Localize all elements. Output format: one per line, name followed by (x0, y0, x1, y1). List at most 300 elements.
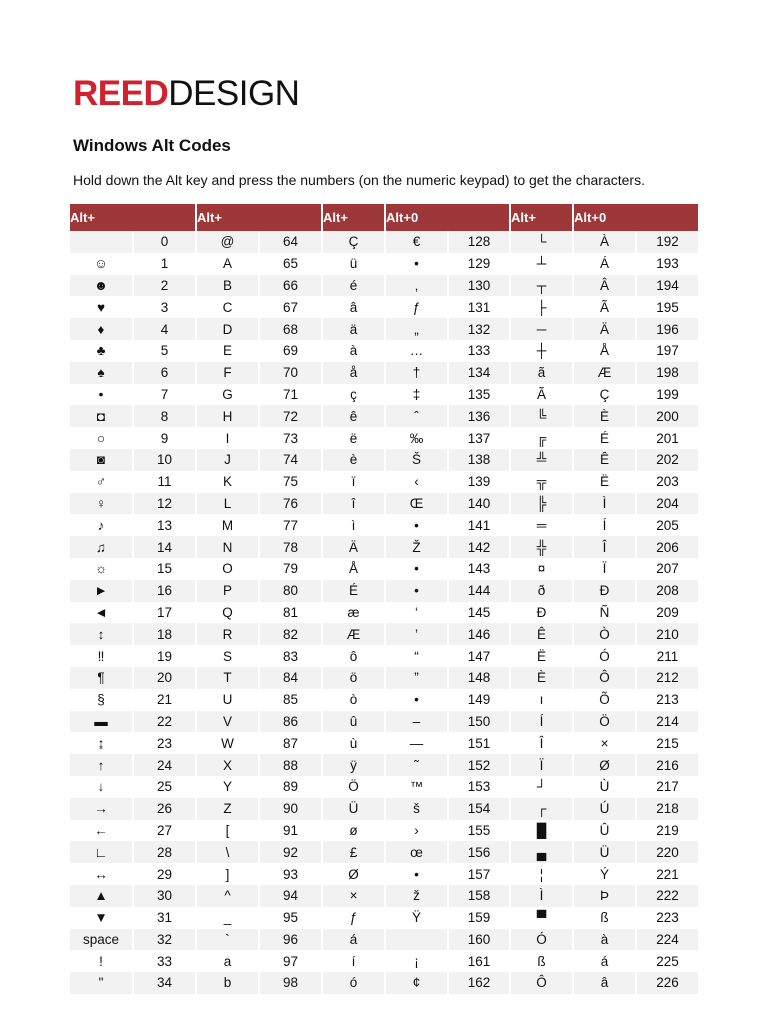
table-row (70, 689, 698, 711)
table-row (70, 362, 698, 384)
char-alt0-cell: œ (385, 841, 448, 863)
code-ascii-cell: 80 (259, 580, 322, 602)
code-ext-cell: 136 (448, 405, 510, 427)
char-alt0-cell: ‚ (385, 275, 448, 297)
code-ascii-cell: 97 (259, 950, 322, 972)
code-low-cell: 25 (133, 776, 196, 798)
code-low-cell: 27 (133, 820, 196, 842)
char-box-cell: ┴ (510, 253, 573, 275)
char-ext-cell: Æ (322, 623, 385, 645)
char-ascii-cell: A (196, 253, 259, 275)
code-ascii-cell: 87 (259, 732, 322, 754)
table-row (70, 972, 698, 994)
char-box-cell: ┬ (510, 275, 573, 297)
code-latin-cell: 202 (636, 449, 698, 471)
char-ascii-cell: \ (196, 841, 259, 863)
char-ext-cell: á (322, 929, 385, 951)
char-ascii-cell: C (196, 296, 259, 318)
char-ascii-cell: O (196, 558, 259, 580)
char-alt0-latin-cell: Ó (573, 645, 636, 667)
char-ext-cell: Ä (322, 536, 385, 558)
code-ascii-cell: 83 (259, 645, 322, 667)
char-low-cell: ☺ (70, 253, 133, 275)
char-low-cell: ♂ (70, 471, 133, 493)
code-ascii-cell: 72 (259, 405, 322, 427)
table-row (70, 514, 698, 536)
char-ext-cell: Ç (322, 231, 385, 253)
code-ascii-cell: 70 (259, 362, 322, 384)
char-alt0-latin-cell: È (573, 405, 636, 427)
char-alt0-latin-cell: Ô (573, 667, 636, 689)
char-low-cell: • (70, 384, 133, 406)
char-low-cell: ♦ (70, 318, 133, 340)
char-ext-cell: ø (322, 820, 385, 842)
code-low-cell: 10 (133, 449, 196, 471)
code-ascii-cell: 88 (259, 754, 322, 776)
code-ext-cell: 153 (448, 776, 510, 798)
char-alt0-cell: € (385, 231, 448, 253)
code-ext-cell: 133 (448, 340, 510, 362)
code-ext-cell: 161 (448, 950, 510, 972)
char-alt0-cell: ‰ (385, 427, 448, 449)
code-ext-cell: 149 (448, 689, 510, 711)
char-ext-cell: Ü (322, 798, 385, 820)
code-ext-cell: 154 (448, 798, 510, 820)
code-low-cell: 20 (133, 667, 196, 689)
code-ext-cell: 160 (448, 929, 510, 951)
code-low-cell: 33 (133, 950, 196, 972)
table-row (70, 318, 698, 340)
char-low-cell: ‼ (70, 645, 133, 667)
brand-logo (73, 74, 299, 114)
code-latin-cell: 201 (636, 427, 698, 449)
header-alt-4: Alt+ (510, 204, 573, 231)
code-ascii-cell: 76 (259, 493, 322, 515)
char-box-cell: Ã (510, 384, 573, 406)
code-low-cell: 28 (133, 841, 196, 863)
code-ascii-cell: 64 (259, 231, 322, 253)
char-ascii-cell: W (196, 732, 259, 754)
table-row (70, 623, 698, 645)
code-latin-cell: 220 (636, 841, 698, 863)
code-latin-cell: 212 (636, 667, 698, 689)
char-ascii-cell: E (196, 340, 259, 362)
char-box-cell: ▀ (510, 907, 573, 929)
code-latin-cell: 198 (636, 362, 698, 384)
code-latin-cell: 197 (636, 340, 698, 362)
char-ext-cell: ÿ (322, 754, 385, 776)
char-ext-cell: ë (322, 427, 385, 449)
char-low-cell: ↔ (70, 863, 133, 885)
code-ext-cell: 155 (448, 820, 510, 842)
char-alt0-cell: • (385, 580, 448, 602)
code-ascii-cell: 65 (259, 253, 322, 275)
char-ext-cell: Ø (322, 863, 385, 885)
table-row (70, 231, 698, 253)
table-row (70, 340, 698, 362)
char-alt0-cell: • (385, 253, 448, 275)
code-latin-cell: 199 (636, 384, 698, 406)
code-low-cell: 24 (133, 754, 196, 776)
char-ext-cell: ä (322, 318, 385, 340)
char-box-cell: È (510, 667, 573, 689)
header-alt0-3: Alt+0 (385, 204, 510, 231)
char-ext-cell: û (322, 711, 385, 733)
char-alt0-cell: ‹ (385, 471, 448, 493)
char-low-cell: ↨ (70, 732, 133, 754)
char-alt0-cell: ’ (385, 623, 448, 645)
table-row (70, 493, 698, 515)
char-ascii-cell: Q (196, 602, 259, 624)
char-low-cell: ☼ (70, 558, 133, 580)
char-alt0-cell: … (385, 340, 448, 362)
char-box-cell: ð (510, 580, 573, 602)
char-alt0-latin-cell: Í (573, 514, 636, 536)
char-box-cell: ¦ (510, 863, 573, 885)
char-ext-cell: ï (322, 471, 385, 493)
table-row (70, 929, 698, 951)
char-ascii-cell: N (196, 536, 259, 558)
char-ext-cell: ô (322, 645, 385, 667)
code-latin-cell: 225 (636, 950, 698, 972)
char-low-cell: ► (70, 580, 133, 602)
char-alt0-latin-cell: Ö (573, 711, 636, 733)
page-title: Windows Alt Codes (73, 136, 231, 155)
char-box-cell: Ð (510, 602, 573, 624)
char-low-cell: ← (70, 820, 133, 842)
code-low-cell: 34 (133, 972, 196, 994)
code-latin-cell: 214 (636, 711, 698, 733)
char-ext-cell: É (322, 580, 385, 602)
code-ascii-cell: 78 (259, 536, 322, 558)
char-alt0-latin-cell: Ç (573, 384, 636, 406)
char-alt0-cell: ” (385, 667, 448, 689)
char-ext-cell: ê (322, 405, 385, 427)
code-ascii-cell: 69 (259, 340, 322, 362)
char-ascii-cell: _ (196, 907, 259, 929)
char-low-cell (70, 231, 133, 253)
char-ext-cell: Å (322, 558, 385, 580)
code-low-cell: 8 (133, 405, 196, 427)
code-latin-cell: 210 (636, 623, 698, 645)
code-ext-cell: 138 (448, 449, 510, 471)
brand-logo-reed: REED (73, 74, 169, 113)
code-latin-cell: 224 (636, 929, 698, 951)
code-low-cell: 12 (133, 493, 196, 515)
code-ext-cell: 142 (448, 536, 510, 558)
char-ascii-cell: D (196, 318, 259, 340)
header-alt-2: Alt+ (196, 204, 322, 231)
code-latin-cell: 216 (636, 754, 698, 776)
code-ascii-cell: 77 (259, 514, 322, 536)
char-ascii-cell: ^ (196, 885, 259, 907)
char-alt0-latin-cell: Ð (573, 580, 636, 602)
header-alt0-4: Alt+0 (573, 204, 698, 231)
char-alt0-latin-cell: Ê (573, 449, 636, 471)
code-low-cell: 21 (133, 689, 196, 711)
char-low-cell: ▼ (70, 907, 133, 929)
char-low-cell: ♠ (70, 362, 133, 384)
char-alt0-cell: Ÿ (385, 907, 448, 929)
char-ascii-cell: V (196, 711, 259, 733)
char-ext-cell: ì (322, 514, 385, 536)
code-ext-cell: 150 (448, 711, 510, 733)
code-latin-cell: 222 (636, 885, 698, 907)
code-ext-cell: 157 (448, 863, 510, 885)
char-alt0-latin-cell: Õ (573, 689, 636, 711)
code-ext-cell: 158 (448, 885, 510, 907)
char-low-cell: ◙ (70, 449, 133, 471)
char-alt0-cell: — (385, 732, 448, 754)
char-low-cell: ∟ (70, 841, 133, 863)
char-ascii-cell: U (196, 689, 259, 711)
char-alt0-cell: ˜ (385, 754, 448, 776)
code-ext-cell: 132 (448, 318, 510, 340)
char-ascii-cell: Z (196, 798, 259, 820)
char-ascii-cell: R (196, 623, 259, 645)
char-low-cell: ◄ (70, 602, 133, 624)
code-low-cell: 5 (133, 340, 196, 362)
code-low-cell: 15 (133, 558, 196, 580)
table-row (70, 820, 698, 842)
code-low-cell: 19 (133, 645, 196, 667)
code-latin-cell: 219 (636, 820, 698, 842)
char-box-cell: ┘ (510, 776, 573, 798)
char-low-cell: ♫ (70, 536, 133, 558)
code-ext-cell: 151 (448, 732, 510, 754)
code-ext-cell: 146 (448, 623, 510, 645)
code-latin-cell: 213 (636, 689, 698, 711)
table-row (70, 558, 698, 580)
code-ext-cell: 147 (448, 645, 510, 667)
char-alt0-latin-cell: Ì (573, 493, 636, 515)
char-low-cell: ◘ (70, 405, 133, 427)
table-row (70, 907, 698, 929)
char-alt0-cell: „ (385, 318, 448, 340)
table-row (70, 580, 698, 602)
code-latin-cell: 196 (636, 318, 698, 340)
code-ext-cell: 139 (448, 471, 510, 493)
code-latin-cell: 208 (636, 580, 698, 602)
code-ascii-cell: 90 (259, 798, 322, 820)
char-alt0-cell: – (385, 711, 448, 733)
char-alt0-cell: ¢ (385, 972, 448, 994)
char-ascii-cell: K (196, 471, 259, 493)
char-box-cell: ┌ (510, 798, 573, 820)
char-box-cell: ╬ (510, 536, 573, 558)
char-box-cell: └ (510, 231, 573, 253)
code-ascii-cell: 68 (259, 318, 322, 340)
code-low-cell: 7 (133, 384, 196, 406)
code-ext-cell: 140 (448, 493, 510, 515)
table-row (70, 950, 698, 972)
char-box-cell: ═ (510, 514, 573, 536)
char-ascii-cell: b (196, 972, 259, 994)
code-latin-cell: 221 (636, 863, 698, 885)
table-row (70, 275, 698, 297)
char-box-cell: ┼ (510, 340, 573, 362)
code-low-cell: 3 (133, 296, 196, 318)
char-box-cell: ¤ (510, 558, 573, 580)
char-alt0-latin-cell: Ä (573, 318, 636, 340)
char-low-cell: ♣ (70, 340, 133, 362)
char-ext-cell: î (322, 493, 385, 515)
char-box-cell: ▄ (510, 841, 573, 863)
code-ascii-cell: 86 (259, 711, 322, 733)
char-low-cell: ♪ (70, 514, 133, 536)
code-latin-cell: 211 (636, 645, 698, 667)
code-ext-cell: 144 (448, 580, 510, 602)
char-low-cell: ↑ (70, 754, 133, 776)
code-ascii-cell: 91 (259, 820, 322, 842)
table-row (70, 732, 698, 754)
code-ext-cell: 159 (448, 907, 510, 929)
code-latin-cell: 200 (636, 405, 698, 427)
code-low-cell: 9 (133, 427, 196, 449)
table-row (70, 427, 698, 449)
char-alt0-latin-cell: ß (573, 907, 636, 929)
char-ext-cell: í (322, 950, 385, 972)
char-box-cell: ß (510, 950, 573, 972)
code-latin-cell: 195 (636, 296, 698, 318)
code-ascii-cell: 89 (259, 776, 322, 798)
code-low-cell: 11 (133, 471, 196, 493)
code-low-cell: 4 (133, 318, 196, 340)
code-ext-cell: 152 (448, 754, 510, 776)
char-alt0-cell: † (385, 362, 448, 384)
char-ext-cell: æ (322, 602, 385, 624)
char-alt0-latin-cell: Ø (573, 754, 636, 776)
char-low-cell: ○ (70, 427, 133, 449)
char-low-cell: ♥ (70, 296, 133, 318)
code-low-cell: 30 (133, 885, 196, 907)
char-alt0-cell: • (385, 689, 448, 711)
table-row (70, 449, 698, 471)
code-ext-cell: 134 (448, 362, 510, 384)
char-ext-cell: £ (322, 841, 385, 863)
table-row (70, 602, 698, 624)
char-box-cell: Ê (510, 623, 573, 645)
code-low-cell: 0 (133, 231, 196, 253)
char-ascii-cell: G (196, 384, 259, 406)
code-low-cell: 17 (133, 602, 196, 624)
table-row (70, 863, 698, 885)
char-alt0-cell: ƒ (385, 296, 448, 318)
char-box-cell: ã (510, 362, 573, 384)
code-latin-cell: 217 (636, 776, 698, 798)
char-alt0-cell: • (385, 514, 448, 536)
table-body (70, 231, 698, 994)
char-box-cell: ╔ (510, 427, 573, 449)
code-low-cell: 32 (133, 929, 196, 951)
code-ascii-cell: 67 (259, 296, 322, 318)
char-ext-cell: é (322, 275, 385, 297)
char-ext-cell: Ö (322, 776, 385, 798)
char-alt0-latin-cell: Þ (573, 885, 636, 907)
table-row (70, 536, 698, 558)
char-ext-cell: ù (322, 732, 385, 754)
char-alt0-cell: ‡ (385, 384, 448, 406)
code-ext-cell: 130 (448, 275, 510, 297)
char-box-cell: ╦ (510, 471, 573, 493)
char-ascii-cell: @ (196, 231, 259, 253)
char-alt0-latin-cell: â (573, 972, 636, 994)
code-low-cell: 22 (133, 711, 196, 733)
char-alt0-cell: Š (385, 449, 448, 471)
code-ext-cell: 141 (448, 514, 510, 536)
char-alt0-latin-cell: É (573, 427, 636, 449)
code-low-cell: 16 (133, 580, 196, 602)
char-ascii-cell: T (196, 667, 259, 689)
char-ext-cell: ƒ (322, 907, 385, 929)
code-ext-cell: 128 (448, 231, 510, 253)
char-box-cell: ı (510, 689, 573, 711)
code-ascii-cell: 95 (259, 907, 322, 929)
char-low-cell: → (70, 798, 133, 820)
char-ascii-cell: M (196, 514, 259, 536)
char-box-cell: Ï (510, 754, 573, 776)
char-low-cell: ↕ (70, 623, 133, 645)
char-box-cell: █ (510, 820, 573, 842)
char-box-cell: Î (510, 732, 573, 754)
char-ext-cell: à (322, 340, 385, 362)
char-box-cell: ─ (510, 318, 573, 340)
table-row (70, 798, 698, 820)
char-alt0-latin-cell: Æ (573, 362, 636, 384)
char-ascii-cell: H (196, 405, 259, 427)
char-alt0-cell: Œ (385, 493, 448, 515)
char-low-cell: ▬ (70, 711, 133, 733)
char-ascii-cell: P (196, 580, 259, 602)
table-row (70, 841, 698, 863)
code-ascii-cell: 79 (259, 558, 322, 580)
char-alt0-cell: “ (385, 645, 448, 667)
char-ascii-cell: ` (196, 929, 259, 951)
code-low-cell: 26 (133, 798, 196, 820)
char-box-cell: ├ (510, 296, 573, 318)
code-ascii-cell: 94 (259, 885, 322, 907)
char-ext-cell: ó (322, 972, 385, 994)
char-alt0-latin-cell: Á (573, 253, 636, 275)
code-latin-cell: 204 (636, 493, 698, 515)
char-ext-cell: ü (322, 253, 385, 275)
code-low-cell: 13 (133, 514, 196, 536)
code-ascii-cell: 84 (259, 667, 322, 689)
header-alt-3: Alt+ (322, 204, 385, 231)
char-alt0-cell (385, 929, 448, 951)
char-alt0-latin-cell: Ë (573, 471, 636, 493)
code-ext-cell: 131 (448, 296, 510, 318)
table-row (70, 296, 698, 318)
code-ascii-cell: 96 (259, 929, 322, 951)
table-row (70, 471, 698, 493)
code-ascii-cell: 93 (259, 863, 322, 885)
char-low-cell: ☻ (70, 275, 133, 297)
code-latin-cell: 193 (636, 253, 698, 275)
code-ext-cell: 137 (448, 427, 510, 449)
code-latin-cell: 203 (636, 471, 698, 493)
code-low-cell: 18 (133, 623, 196, 645)
char-low-cell: space (70, 929, 133, 951)
code-ascii-cell: 92 (259, 841, 322, 863)
char-box-cell: ╩ (510, 449, 573, 471)
alt-codes-table (70, 204, 698, 994)
char-alt0-cell: › (385, 820, 448, 842)
code-ascii-cell: 66 (259, 275, 322, 297)
char-ext-cell: â (322, 296, 385, 318)
code-ascii-cell: 75 (259, 471, 322, 493)
code-ext-cell: 148 (448, 667, 510, 689)
